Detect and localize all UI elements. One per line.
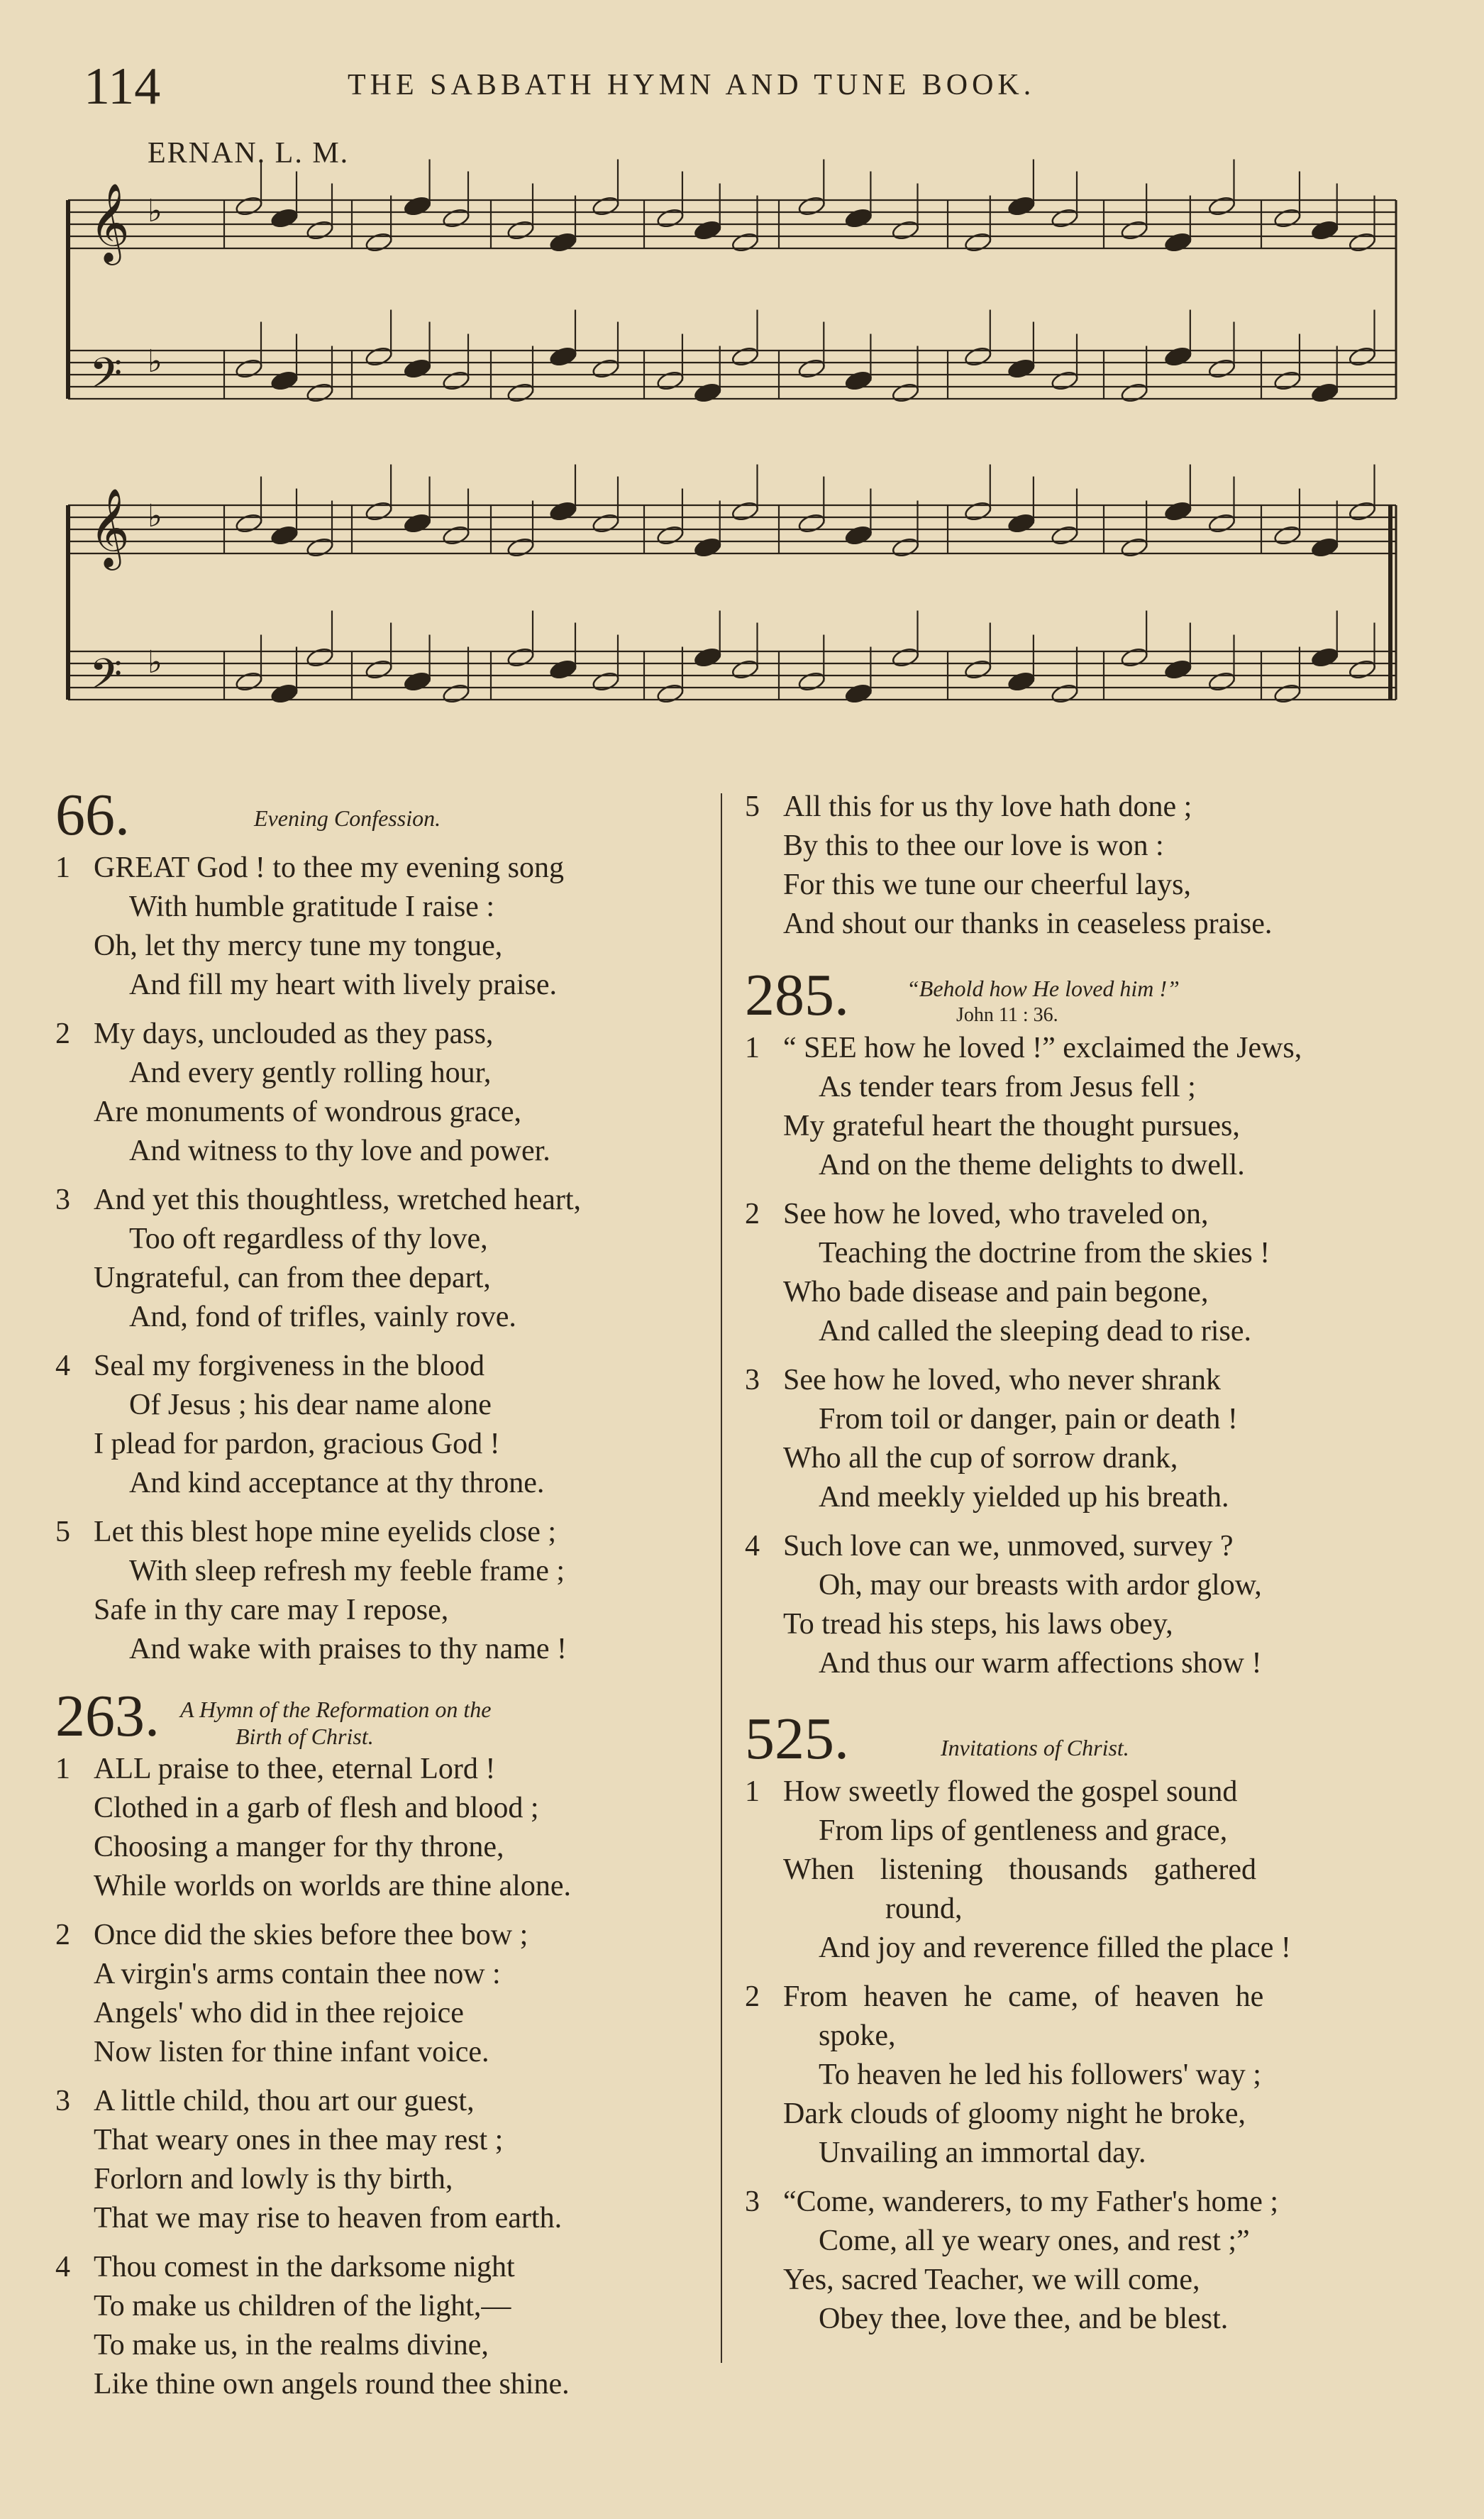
note-head	[844, 683, 873, 705]
note-head	[592, 512, 621, 534]
verse-line: How sweetly flowed the gospel sound	[783, 1775, 1238, 1808]
note-head	[1348, 658, 1377, 680]
verse-line: Dark clouds of gloomy night he broke,	[783, 2098, 1246, 2130]
note-head	[797, 195, 826, 217]
note-head	[1310, 382, 1339, 404]
hymn-263	[54, 1683, 709, 2404]
note-head	[1207, 358, 1236, 380]
verse-line: I plead for pardon, gracious God !	[94, 1428, 500, 1460]
verse-line: GREAT God ! to thee my evening song	[94, 851, 564, 884]
verse-line: As tender tears from Jesus fell ;	[819, 1071, 1196, 1103]
note-head	[1207, 512, 1236, 534]
hymn-285	[743, 962, 1396, 1683]
note-head	[1120, 219, 1149, 241]
note-head	[693, 219, 722, 241]
note-head	[656, 683, 685, 705]
note-head	[506, 219, 536, 241]
verse-line: To make us, in the realms divine,	[94, 2329, 489, 2361]
note-head	[235, 671, 264, 693]
verse-line: Unvailing an immortal day.	[819, 2137, 1146, 2169]
stanza-number: 5	[745, 790, 760, 823]
verse-line: Who all the cup of sorrow drank,	[783, 1442, 1178, 1475]
verse-line: And meekly yielded up his breath.	[819, 1481, 1229, 1514]
note-head	[891, 646, 920, 668]
stanza	[54, 1916, 709, 2072]
note-head	[963, 500, 992, 522]
hymn-title: Invitations of Christ.	[941, 1735, 1129, 1760]
note-head	[731, 658, 760, 680]
note-head	[1273, 370, 1302, 392]
note-head	[506, 536, 536, 558]
note-head	[656, 524, 685, 546]
hymn-66	[54, 782, 709, 1669]
note-head	[1007, 671, 1036, 693]
stanza	[54, 2082, 709, 2238]
verse-line: Who bade disease and pain begone,	[783, 1276, 1209, 1308]
note-head	[592, 195, 621, 217]
treble-clef-icon: 𝄞	[89, 487, 130, 567]
verse-line: Like thine own angels round thee shine.	[94, 2368, 570, 2401]
stanza	[54, 1347, 709, 1503]
stanza-number: 4	[745, 1530, 760, 1562]
verse-line: By this to thee our love is won :	[783, 829, 1164, 862]
hymn-number: 525.	[745, 1706, 849, 1772]
stanza-number: 1	[745, 1032, 760, 1064]
note-head	[549, 658, 578, 680]
stanza-number: 4	[55, 1350, 70, 1382]
verse-line: Safe in thy care may I repose,	[94, 1594, 449, 1626]
verse-line: While worlds on worlds are thine alone.	[94, 1870, 571, 1902]
verse-line: To make us children of the light,—	[94, 2290, 511, 2322]
hymn-263-continued	[743, 788, 1396, 944]
verse-line: Once did the skies before thee bow ;	[94, 1919, 528, 1951]
note-head	[1310, 536, 1339, 558]
flat-icon: ♭	[148, 498, 162, 534]
treble-clef-icon: 𝄞	[89, 182, 130, 262]
stanza	[54, 1181, 709, 1337]
verse-line: Teaching the doctrine from the skies !	[819, 1237, 1270, 1269]
verse-line: Thou comest in the darksome night	[94, 2251, 515, 2283]
note-head	[693, 646, 722, 668]
verse-line: Now listen for thine infant voice.	[94, 2036, 489, 2068]
note-head	[693, 382, 722, 404]
verse-line: Angels' who did in thee rejoice	[94, 1997, 464, 2029]
note-head	[506, 646, 536, 668]
hymn-title	[180, 1696, 491, 1750]
verse-line: Of Jesus ; his dear name alone	[129, 1389, 492, 1421]
verse-line: And called the sleeping dead to rise.	[819, 1315, 1251, 1347]
note-head	[797, 512, 826, 534]
note-head	[656, 207, 685, 229]
stanza-number: 5	[55, 1516, 70, 1548]
note-head	[365, 658, 394, 680]
verse-line: To heaven he led his followers' way ;	[819, 2058, 1261, 2091]
note-head	[270, 683, 299, 705]
bass-clef-icon: 𝄢	[89, 649, 123, 709]
left-column	[54, 782, 709, 2424]
note-head	[1163, 346, 1192, 368]
verse-line: And thus our warm affections show !	[819, 1647, 1262, 1680]
note-head	[592, 358, 621, 380]
flat-icon: ♭	[148, 644, 162, 680]
note-head	[1120, 646, 1149, 668]
stanza	[54, 1750, 709, 1906]
hymn-number: 285.	[745, 962, 849, 1028]
bass-clef-icon: 𝄢	[89, 348, 123, 408]
verse-line: Too oft regardless of thy love,	[129, 1223, 488, 1255]
note-head	[442, 207, 471, 229]
stanza-number: 2	[55, 1919, 70, 1951]
note-head	[1348, 346, 1377, 368]
note-head	[1273, 524, 1302, 546]
note-head	[1348, 231, 1377, 253]
verse-line: And yet this thoughtless, wretched heart,	[94, 1184, 582, 1216]
verse-line: My grateful heart the thought pursues,	[783, 1110, 1240, 1142]
note-head	[1163, 658, 1192, 680]
stanza	[743, 1773, 1396, 1968]
verse-line: Oh, may our breasts with ardor glow,	[819, 1569, 1262, 1602]
note-head	[1348, 500, 1377, 522]
note-head	[1120, 536, 1149, 558]
verse-line: A little child, thou art our guest,	[94, 2085, 475, 2117]
note-head	[963, 231, 992, 253]
stanza	[743, 1195, 1396, 1351]
music-notation	[0, 0, 1484, 752]
right-column	[743, 788, 1396, 2359]
note-head	[403, 195, 432, 217]
note-head	[693, 536, 722, 558]
verse-line: My days, unclouded as they pass,	[94, 1018, 494, 1050]
tune-title: ERNAN. L. M.	[148, 137, 350, 170]
verse-line: With humble gratitude I raise :	[129, 891, 494, 923]
note-head	[1051, 683, 1080, 705]
hymn-number: 66.	[55, 782, 130, 848]
verse-line: And wake with praises to thy name !	[129, 1633, 567, 1665]
note-head	[442, 524, 471, 546]
note-head	[844, 524, 873, 546]
note-head	[306, 536, 335, 558]
verse-line: With sleep refresh my feeble frame ;	[129, 1555, 565, 1587]
verse-line: “Come, wanderers, to my Father's home ;	[783, 2185, 1279, 2218]
note-head	[1310, 219, 1339, 241]
note-head	[797, 671, 826, 693]
verse-line: “ SEE how he loved !” exclaimed the Jews,	[783, 1032, 1302, 1064]
verse-line: Choosing a manger for thy throne,	[94, 1831, 504, 1863]
verse-line: And shout our thanks in ceaseless praise.	[783, 908, 1273, 940]
verse-line: That weary ones in thee may rest ;	[94, 2124, 504, 2156]
note-head	[270, 370, 299, 392]
verse-line: ALL praise to thee, eternal Lord !	[94, 1753, 496, 1785]
note-head	[442, 370, 471, 392]
stanza-number: 3	[745, 2185, 760, 2218]
note-head	[506, 382, 536, 404]
verse-line: And on the theme delights to dwell.	[819, 1149, 1245, 1181]
note-head	[1007, 195, 1036, 217]
verse-line: A virgin's arms contain thee now :	[94, 1958, 501, 1990]
stanza-number: 2	[55, 1018, 70, 1050]
verse-line: From toil or danger, pain or death !	[819, 1403, 1238, 1435]
note-head	[731, 346, 760, 368]
verse-line: Let this blest hope mine eyelids close ;	[94, 1516, 557, 1548]
verse-line: And fill my heart with lively praise.	[129, 969, 558, 1001]
verse-line: To tread his steps, his laws obey,	[783, 1608, 1173, 1641]
hymn-title-continued: Birth of Christ.	[236, 1724, 374, 1749]
note-head	[235, 358, 264, 380]
stanza	[743, 1978, 1396, 2173]
stanza-number: 1	[745, 1775, 760, 1808]
note-head	[1051, 207, 1080, 229]
note-head	[306, 219, 335, 241]
page-number: 114	[84, 57, 161, 116]
verse-line: round,	[885, 1892, 963, 1925]
hymn-number: 263.	[55, 1683, 160, 1749]
note-head	[731, 231, 760, 253]
stanza	[743, 1029, 1396, 1185]
note-head	[365, 500, 394, 522]
note-head	[1310, 646, 1339, 668]
hymn-title: Evening Confession.	[254, 805, 441, 831]
verse-line: For this we tune our cheerful lays,	[783, 869, 1192, 901]
verse-line: Are monuments of wondrous grace,	[94, 1096, 522, 1128]
column-divider	[721, 793, 722, 2363]
note-head	[656, 370, 685, 392]
note-head	[403, 512, 432, 534]
note-head	[1207, 195, 1236, 217]
stanza-number: 2	[745, 1198, 760, 1230]
verse-line: From lips of gentleness and grace,	[819, 1814, 1228, 1847]
verse-line: When listening thousands gathered	[783, 1853, 1257, 1886]
stanza-number: 3	[55, 2085, 70, 2117]
verse-line: That we may rise to heaven from earth.	[94, 2202, 563, 2234]
stanza	[54, 1015, 709, 1171]
note-head	[549, 231, 578, 253]
verse-line: Oh, let thy mercy tune my tongue,	[94, 930, 503, 962]
stanza-number: 2	[745, 1980, 760, 2013]
note-head	[235, 195, 264, 217]
scripture-reference: John 11 : 36.	[956, 1004, 1058, 1026]
stanza-number: 3	[55, 1184, 70, 1216]
verse-line: And kind acceptance at thy throne.	[129, 1467, 545, 1499]
verse-line: And every gently rolling hour,	[129, 1057, 492, 1089]
note-head	[1051, 370, 1080, 392]
note-head	[270, 524, 299, 546]
hymn-title-text: “Behold how He loved him !”	[907, 976, 1180, 1001]
hymn-title-text: A Hymn of the Reformation on the	[180, 1697, 492, 1722]
note-head	[549, 500, 578, 522]
verse-line: Such love can we, unmoved, survey ?	[783, 1530, 1234, 1562]
note-head	[844, 370, 873, 392]
stanza-number: 1	[55, 1753, 70, 1785]
note-head	[1051, 524, 1080, 546]
note-head	[891, 219, 920, 241]
verse-line: And witness to thy love and power.	[129, 1135, 550, 1167]
note-head	[1163, 231, 1192, 253]
note-head	[797, 358, 826, 380]
note-head	[592, 671, 621, 693]
flat-icon: ♭	[148, 343, 162, 380]
stanza	[743, 1361, 1396, 1517]
flat-icon: ♭	[148, 193, 162, 229]
stanza	[743, 2183, 1396, 2339]
note-head	[1007, 358, 1036, 380]
verse-line: Seal my forgiveness in the blood	[94, 1350, 484, 1382]
hymn-title	[907, 975, 1180, 1029]
note-head	[549, 346, 578, 368]
note-head	[963, 658, 992, 680]
note-head	[403, 358, 432, 380]
verse-line: Ungrateful, can from thee depart,	[94, 1262, 491, 1294]
verse-line: Obey thee, love thee, and be blest.	[819, 2303, 1229, 2335]
verse-line: spoke,	[819, 2019, 896, 2052]
stanza	[54, 1513, 709, 1669]
stanza-number: 1	[55, 851, 70, 884]
verse-line: Yes, sacred Teacher, we will come,	[783, 2264, 1200, 2296]
note-head	[1163, 500, 1192, 522]
stanza	[54, 849, 709, 1005]
stanza	[743, 788, 1396, 944]
note-head	[306, 382, 335, 404]
note-head	[1207, 671, 1236, 693]
note-head	[844, 207, 873, 229]
stanza	[54, 2248, 709, 2404]
verse-line: Clothed in a garb of flesh and blood ;	[94, 1792, 539, 1824]
verse-line: And, fond of trifles, vainly rove.	[129, 1301, 516, 1333]
note-head	[963, 346, 992, 368]
stanza	[743, 1527, 1396, 1683]
verse-line: Forlorn and lowly is thy birth,	[94, 2163, 453, 2195]
verse-line: From heaven he came, of heaven he	[783, 1980, 1264, 2013]
verse-line: All this for us thy love hath done ;	[783, 790, 1192, 823]
verse-line: And joy and reverence filled the place !	[819, 1931, 1291, 1964]
note-head	[1007, 512, 1036, 534]
verse-line: See how he loved, who traveled on,	[783, 1198, 1209, 1230]
note-head	[891, 536, 920, 558]
note-head	[1273, 207, 1302, 229]
verse-line: See how he loved, who never shrank	[783, 1364, 1221, 1396]
hymn-525	[743, 1706, 1396, 2339]
note-head	[306, 646, 335, 668]
running-head: THE SABBATH HYMN AND TUNE BOOK.	[348, 69, 1036, 101]
note-head	[731, 500, 760, 522]
note-head	[270, 207, 299, 229]
note-head	[403, 671, 432, 693]
note-head	[365, 231, 394, 253]
note-head	[1273, 683, 1302, 705]
verse-line: Come, all ye weary ones, and rest ;”	[819, 2225, 1250, 2257]
stanza-number: 3	[745, 1364, 760, 1396]
note-head	[1120, 382, 1149, 404]
stanza-number: 4	[55, 2251, 70, 2283]
note-head	[235, 512, 264, 534]
note-head	[891, 382, 920, 404]
note-head	[365, 346, 394, 368]
note-head	[442, 683, 471, 705]
